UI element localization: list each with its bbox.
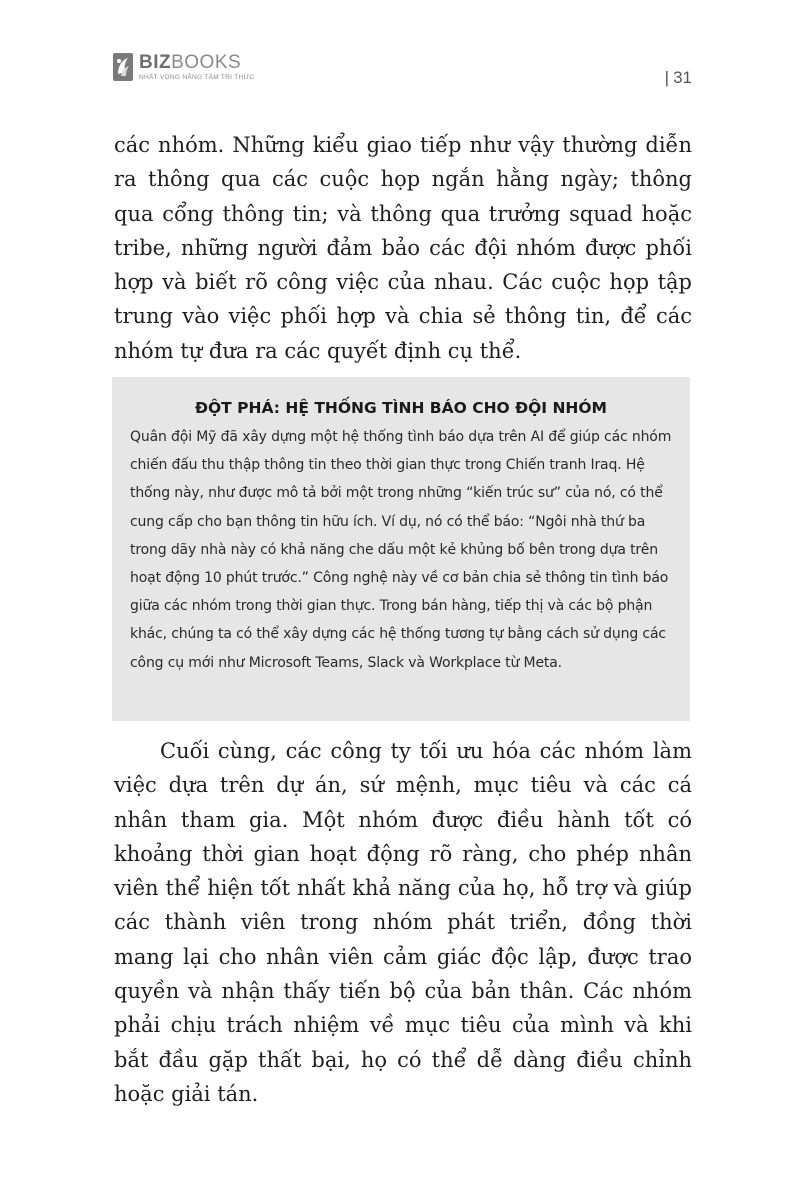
body-paragraph-2: Cuối cùng, các công ty tối ưu hóa các nhóm làm việc dựa trên dự án, sứ mệnh, mục tiêu và các cá nhân tham gia. Một nhóm được điều hành tốt có khoảng thời gian hoạt động rõ ràng, cho phép nhân viên thể hiện tốt nhất khả năng của họ, hỗ trợ và giúp các thành viên trong nhóm phát triển, đồng thời mang lại cho nhân viên cảm giác độc lập, được trao quyền và nhận thấy tiến bộ của bản thân. Các nhóm phải chịu trách nhiệm về mục tiêu của mình và khi bắt đầu gặp thất bại, họ có thể dễ dàng điều chỉnh hoặc giải tán.	[114, 739, 692, 1106]
brand-light: BOOKS	[171, 51, 242, 73]
brand-tagline: NHẤT VỌNG NÂNG TẦM TRI THỨC	[139, 73, 255, 81]
page-separator: |	[664, 68, 670, 87]
sidebar-box	[112, 377, 690, 721]
page-number	[665, 68, 692, 88]
page-header	[112, 52, 692, 96]
sidebar-text: Quân đội Mỹ đã xây dựng một hệ thống tình báo dựa trên AI để giúp các nhóm chiến đấu thu thập thông tin theo thời gian thực trong Chiến tranh Iraq. Hệ thống này, như được mô tả bởi một trong những “kiến trúc sư” của nó, có thể cung cấp cho bạn thông tin hữu ích. Ví dụ, nó có thể báo: “Ngôi nhà thứ ba trong dãy nhà này có khả năng che dấu một kẻ khủng bố bên trong dựa trên hoạt động 10 phút trước.” Công nghệ này về cơ bản chia sẻ thông tin tình báo giữa các nhóm trong thời gian thực. Trong bán hàng, tiếp thị và các bộ phận khác, chúng ta có thể xây dựng các hệ thống tương tự bằng cách sử dụng các công cụ mới như Microsoft Teams, Slack và Workplace từ Meta.	[130, 429, 672, 671]
bizbooks-logo-icon	[112, 52, 134, 82]
sidebar-title: ĐỘT PHÁ: HỆ THỐNG TÌNH BÁO CHO ĐỘI NHÓM	[195, 399, 607, 417]
publisher-logo	[112, 52, 254, 82]
brand-name	[139, 53, 254, 73]
body-paragraph-1: các nhóm. Những kiểu giao tiếp như vậy thường diễn ra thông qua các cuộc họp ngắn hằng ngày; thông qua cổng thông tin; và thông qua trưởng squad hoặc tribe, những người đảm bảo các đội nhóm được phối hợp và biết rõ công việc của nhau. Các cuộc họp tập trung vào việc phối hợp và chia sẻ thông tin, để các nhóm tự đưa ra các quyết định cụ thể.	[114, 133, 692, 363]
brand-bold: BIZ	[139, 51, 172, 73]
page-number-value: 31	[673, 68, 692, 87]
